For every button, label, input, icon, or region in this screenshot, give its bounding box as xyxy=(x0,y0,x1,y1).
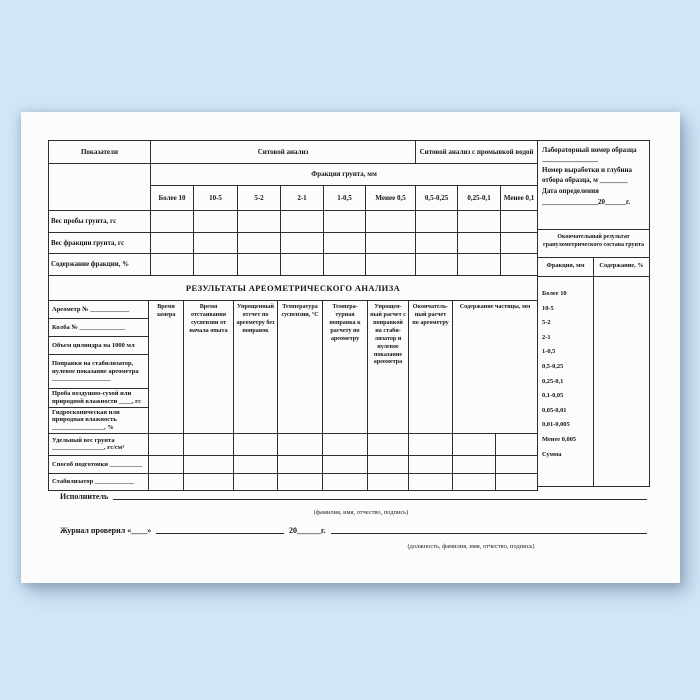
empty-cell xyxy=(149,433,184,455)
empty-cell xyxy=(234,473,278,490)
content-list-empty xyxy=(594,277,649,486)
column-header: Содержание частицы, мм xyxy=(453,301,538,434)
empty-cell xyxy=(149,455,184,473)
date-blank-line: ________________20______г. xyxy=(542,198,631,207)
column-header: Упрощен-ный расчет с поправкой на стаби-лизатор и нулевое показание ареометра xyxy=(368,301,409,434)
empty-cell xyxy=(368,455,409,473)
empty-cell xyxy=(409,473,453,490)
fraction-list-item: 2-1 xyxy=(542,333,551,341)
date-label: Дата определения xyxy=(542,186,599,195)
empty-cell xyxy=(453,455,496,473)
column-header: Окончатель-ный расчет по ареометру xyxy=(409,301,453,434)
table-row xyxy=(49,254,538,276)
fraction-header: 0,5-0,25 xyxy=(416,186,458,211)
fraction-list-item: 1-0,5 xyxy=(542,348,556,356)
empty-cell xyxy=(366,254,416,276)
fraction-list-item: Менее 0,005 xyxy=(542,435,577,443)
empty-cell xyxy=(501,233,538,254)
fraction-list-item: Сумма xyxy=(542,450,562,458)
empty-cell xyxy=(184,455,234,473)
empty-cell xyxy=(194,211,238,233)
empty-cell xyxy=(234,455,278,473)
empty-cell xyxy=(324,233,366,254)
sieve-analysis-table xyxy=(48,140,538,276)
fraction-list-item: 0,01-0,005 xyxy=(542,421,570,429)
column-header: Время отстаивания суспензии от начала опыта xyxy=(184,301,234,434)
fraction-header: 1-0,5 xyxy=(324,186,366,211)
executor-line xyxy=(60,492,647,501)
table-row xyxy=(49,141,538,164)
empty-cell xyxy=(149,473,184,490)
empty-cell xyxy=(49,164,151,211)
fraction-header: Менее 0,5 xyxy=(366,186,416,211)
empty-cell xyxy=(501,211,538,233)
empty-cell xyxy=(238,254,281,276)
fraction-list-item: 10-5 xyxy=(542,304,554,312)
journal-note: (должность, фамилия, имя, отчество, подпись) xyxy=(407,543,535,550)
table-row xyxy=(49,164,538,186)
empty-cell xyxy=(496,455,538,473)
empty-cell xyxy=(238,233,281,254)
empty-cell xyxy=(238,211,281,233)
fraction-list xyxy=(538,277,594,486)
empty-cell xyxy=(458,233,501,254)
executor-note: (фамилия, имя, отчество, подпись) xyxy=(313,509,409,516)
journal-blank-1 xyxy=(156,533,284,534)
empty-cell xyxy=(278,433,323,455)
empty-cell xyxy=(368,473,409,490)
parameter-row-label: Колба № ______________ xyxy=(49,319,149,337)
lab-info-block xyxy=(538,141,649,230)
empty-cell xyxy=(184,433,234,455)
pokazateli-header: Показатели xyxy=(49,141,151,164)
empty-cell xyxy=(323,455,368,473)
empty-cell xyxy=(501,254,538,276)
final-result-sidebar xyxy=(537,140,650,487)
empty-cell xyxy=(184,473,234,490)
fraction-column-header: Фракция, мм xyxy=(538,258,594,276)
final-result-header: Окончательный результат гранулометрического состава грунта xyxy=(538,230,649,258)
journal-blank-2 xyxy=(331,533,647,534)
content-column-header: Содержание, % xyxy=(599,262,644,269)
empty-cell xyxy=(281,254,324,276)
table-row xyxy=(49,455,538,473)
empty-cell xyxy=(151,211,194,233)
fraction-header: Менее 0,1 xyxy=(501,186,538,211)
empty-cell xyxy=(278,473,323,490)
granulometric-form xyxy=(48,140,650,487)
fraction-list-item: 0,5-0,25 xyxy=(542,362,564,370)
areometric-analysis-table xyxy=(48,275,538,491)
fraction-list-item: 5-2 xyxy=(542,319,551,327)
fraction-header: Более 10 xyxy=(151,186,194,211)
empty-cell xyxy=(366,233,416,254)
journal-year: 20______г. xyxy=(288,526,326,535)
column-header: Время замера xyxy=(149,301,184,434)
table-row xyxy=(49,473,538,490)
empty-cell xyxy=(323,433,368,455)
borehole-line: Номер выработки и глубина отбора образца, м ________ xyxy=(542,166,633,184)
parameter-row-label: Поправки на стабилизатор, нулевое показание ареометра __________________ xyxy=(49,355,149,389)
fraction-list-item: 0,1-0,05 xyxy=(542,392,564,400)
empty-cell xyxy=(324,211,366,233)
table-row xyxy=(49,433,538,455)
empty-cell xyxy=(453,473,496,490)
empty-cell xyxy=(416,233,458,254)
empty-cell xyxy=(458,211,501,233)
sieve-analysis-header: Ситовой анализ xyxy=(151,141,416,164)
parameter-row-label: Способ подготовки __________ xyxy=(49,455,149,473)
empty-cell xyxy=(458,254,501,276)
empty-cell xyxy=(194,254,238,276)
empty-cell xyxy=(416,211,458,233)
column-header: Упрощенный отсчет по ареометру без поправок xyxy=(234,301,278,434)
areometric-results-title: РЕЗУЛЬТАТЫ АРЕОМЕТРИЧЕСКОГО АНАЛИЗА xyxy=(49,276,538,301)
final-result-columns xyxy=(538,258,649,277)
empty-cell xyxy=(453,433,496,455)
table-row xyxy=(49,233,538,254)
empty-cell xyxy=(496,473,538,490)
document-page xyxy=(21,112,680,583)
parameter-row-label: Стабилизатор ____________ xyxy=(49,473,149,490)
empty-cell xyxy=(409,433,453,455)
empty-cell xyxy=(323,473,368,490)
parameter-row-label: Ареометр № ____________ xyxy=(49,301,149,319)
fraction-header: 5-2 xyxy=(238,186,281,211)
fraction-list-item: 0,05-0,01 xyxy=(542,406,567,414)
empty-cell xyxy=(324,254,366,276)
parameter-row-label: Проба воздушно-сухой или природной влажности ____, гс xyxy=(49,389,149,408)
table-row xyxy=(49,301,538,319)
fraction-list-item: 0,25-0,1 xyxy=(542,377,564,385)
journal-label: Журнал проверил «____» xyxy=(60,526,152,535)
fraction-size-header: Фракция грунта, мм xyxy=(151,164,538,186)
empty-cell xyxy=(416,254,458,276)
parameter-row-label: Гидроскопическая или природная влажность ________________, % xyxy=(49,407,149,433)
empty-cell xyxy=(151,233,194,254)
parameter-row-label: Удельный вес грунта ________________, гс/см³ xyxy=(49,433,149,455)
empty-cell xyxy=(281,211,324,233)
empty-cell xyxy=(281,233,324,254)
fraction-list-item: Более 10 xyxy=(542,290,567,297)
lab-number-line: Лабораторный номер образца ________________ xyxy=(542,146,637,164)
empty-cell xyxy=(151,254,194,276)
empty-cell xyxy=(496,433,538,455)
row-label: Содержание фракции, % xyxy=(49,254,151,276)
executor-blank xyxy=(113,499,647,500)
empty-cell xyxy=(194,233,238,254)
empty-cell xyxy=(278,455,323,473)
empty-cell xyxy=(366,211,416,233)
empty-cell xyxy=(368,433,409,455)
column-header: Температура суспензии, °С xyxy=(278,301,323,434)
fraction-header: 10-5 xyxy=(194,186,238,211)
empty-cell xyxy=(234,433,278,455)
sieve-washed-header: Ситовой анализ с промывкой водой xyxy=(416,141,538,164)
table-row xyxy=(49,276,538,301)
parameter-row-label: Объем цилиндра на 1000 мл xyxy=(49,337,149,355)
final-result-list xyxy=(538,277,649,486)
journal-check-line xyxy=(60,526,647,535)
column-header: Темпера-турная поправка к расчету по ареометру xyxy=(323,301,368,434)
fraction-header: 2-1 xyxy=(281,186,324,211)
empty-cell xyxy=(409,455,453,473)
row-label: Вес фракции грунта, гс xyxy=(49,233,151,254)
executor-label: Исполнитель xyxy=(60,492,109,501)
fraction-header: 0,25-0,1 xyxy=(458,186,501,211)
table-row xyxy=(49,211,538,233)
row-label: Вес пробы грунта, гс xyxy=(49,211,151,233)
